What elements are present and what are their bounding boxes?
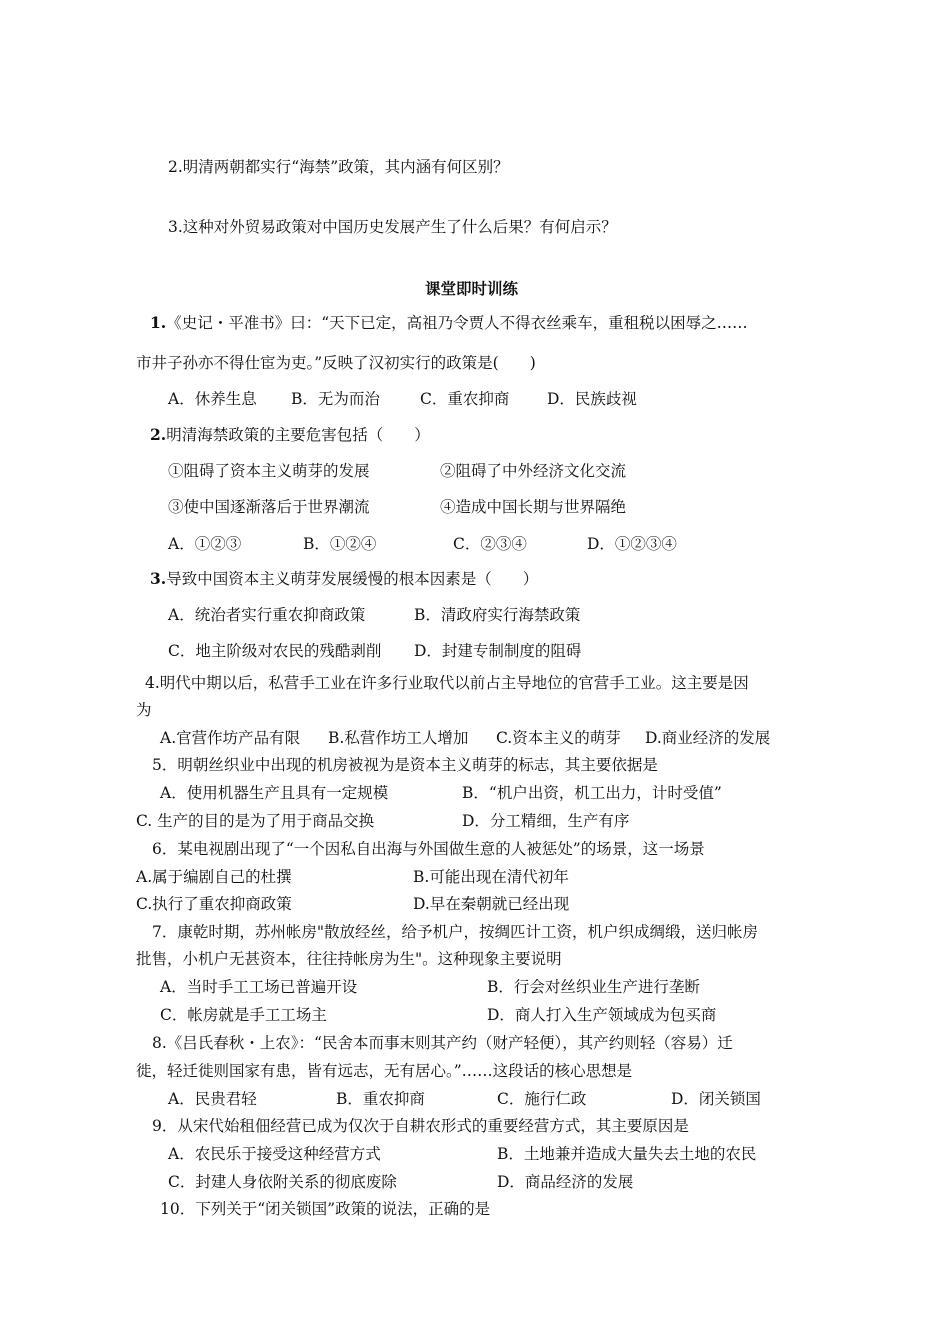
option-c: C.执行了重农抑商政策 bbox=[136, 895, 292, 913]
option-d: D．闭关锁国 bbox=[671, 1090, 761, 1108]
option-b: B.可能出现在清代初年 bbox=[413, 868, 569, 886]
option-a: A．当时手工工场已普遍开设 bbox=[160, 978, 358, 996]
option-b: B．①②④ bbox=[303, 535, 377, 553]
question-10: 10．下列关于“闭关锁国”政策的说法，正确的是 bbox=[160, 1200, 491, 1218]
option-c: C．封建人身依附关系的彻底废除 bbox=[168, 1173, 397, 1191]
question-4-cont: 为 bbox=[136, 701, 152, 719]
statement-2: ②阻碍了中外经济文化交流 bbox=[440, 462, 627, 480]
question-text: 明清海禁政策的主要危害包括（ ） bbox=[166, 426, 430, 444]
question-3 bbox=[150, 568, 538, 590]
option-a: A．休养生息 bbox=[168, 390, 257, 408]
question-9: 9．从宋代始租佃经营已成为仅次于自耕农形式的重要经营方式，其主要原因是 bbox=[152, 1117, 689, 1135]
option-c: C．地主阶级对农民的残酷剥削 bbox=[168, 642, 382, 660]
question-4: 4.明代中期以后，私营手工业在许多行业取代以前占主导地位的官营手工业。这主要是因 bbox=[145, 674, 749, 692]
option-c: C．②③④ bbox=[453, 535, 527, 553]
question-7-cont: 批售，小机户无甚资本，往往持帐房为生"。这种现象主要说明 bbox=[136, 950, 562, 968]
option-d: D．①②③④ bbox=[587, 535, 677, 553]
question-text: 导致中国资本主义萌芽发展缓慢的根本因素是（ ） bbox=[166, 570, 539, 588]
option-d: D．分工精细，生产有序 bbox=[462, 812, 630, 830]
statement-3: ③使中国逐渐落后于世界潮流 bbox=[168, 498, 370, 516]
question-number: 3. bbox=[150, 569, 167, 588]
question-number: 1. bbox=[150, 313, 167, 332]
option-b: B．无为而治 bbox=[291, 390, 380, 408]
option-b: B．土地兼并造成大量失去土地的农民 bbox=[497, 1145, 757, 1163]
question-number: 2. bbox=[150, 425, 167, 444]
option-b: B.私营作坊工人增加 bbox=[328, 729, 469, 747]
option-c: C.资本主义的萌芽 bbox=[496, 729, 621, 747]
option-d: D.商业经济的发展 bbox=[645, 729, 771, 747]
section-title: 课堂即时训练 bbox=[425, 280, 519, 298]
intro-question-3: 3.这种对外贸易政策对中国历史发展产生了什么后果？有何启示？ bbox=[168, 218, 617, 236]
option-a: A．①②③ bbox=[168, 535, 242, 553]
option-c: C．帐房就是手工工场主 bbox=[160, 1006, 327, 1024]
question-1-cont: 市井子孙亦不得仕宦为吏。”反映了汉初实行的政策是( ) bbox=[136, 354, 536, 372]
option-a: A．民贵君轻 bbox=[168, 1090, 257, 1108]
option-d: D．商品经济的发展 bbox=[497, 1173, 634, 1191]
question-7: 7．康乾时期，苏州帐房"散放经丝，给予机户，按绸匹计工资，机户织成绸缎，送归帐房 bbox=[152, 923, 758, 941]
question-text: 《史记・平准书》曰：“天下已定，高祖乃令贾人不得衣丝乘车，重租税以困辱之…… bbox=[166, 314, 748, 332]
question-8-cont: 徙，轻迁徙则国家有患，皆有远志，无有居心。”……这段话的核心思想是 bbox=[136, 1062, 633, 1080]
question-8: 8.《吕氏春秋・上农》：“民舍本而事末则其产约（财产轻便），其产约则轻（容易）迁 bbox=[152, 1034, 733, 1052]
option-a: A.官营作坊产品有限 bbox=[160, 729, 301, 747]
option-c: C．施行仁政 bbox=[497, 1090, 587, 1108]
option-b: B．清政府实行海禁政策 bbox=[414, 606, 581, 624]
option-c: C．重农抑商 bbox=[420, 390, 510, 408]
question-2 bbox=[150, 424, 430, 446]
option-d: D．封建专制制度的阻碍 bbox=[414, 642, 582, 660]
option-a: A．农民乐于接受这种经营方式 bbox=[168, 1145, 381, 1163]
option-d: D.早在秦朝就已经出现 bbox=[413, 895, 570, 913]
option-b: B．“机户出资，机工出力，计时受值” bbox=[462, 784, 722, 802]
option-c: C. 生产的目的是为了用于商品交换 bbox=[136, 812, 375, 830]
question-1 bbox=[150, 312, 748, 334]
statement-4: ④造成中国长期与世界隔绝 bbox=[440, 498, 627, 516]
option-a: A．使用机器生产且具有一定规模 bbox=[160, 784, 389, 802]
intro-question-2: 2.明清两朝都实行“海禁”政策，其内涵有何区别？ bbox=[168, 158, 509, 176]
option-b: B．行会对丝织业生产进行垄断 bbox=[487, 978, 700, 996]
option-b: B．重农抑商 bbox=[336, 1090, 425, 1108]
option-d: D．民族歧视 bbox=[547, 390, 637, 408]
question-5: 5．明朝丝织业中出现的机房被视为是资本主义萌芽的标志，其主要依据是 bbox=[152, 756, 658, 774]
question-6: 6．某电视剧出现了“一个因私自出海与外国做生意的人被惩处”的场景，这一场景 bbox=[152, 840, 705, 858]
statement-1: ①阻碍了资本主义萌芽的发展 bbox=[168, 462, 370, 480]
option-a: A.属于编剧自己的杜撰 bbox=[136, 868, 292, 886]
option-d: D．商人打入生产领域成为包买商 bbox=[487, 1006, 717, 1024]
option-a: A．统治者实行重农抑商政策 bbox=[168, 606, 366, 624]
